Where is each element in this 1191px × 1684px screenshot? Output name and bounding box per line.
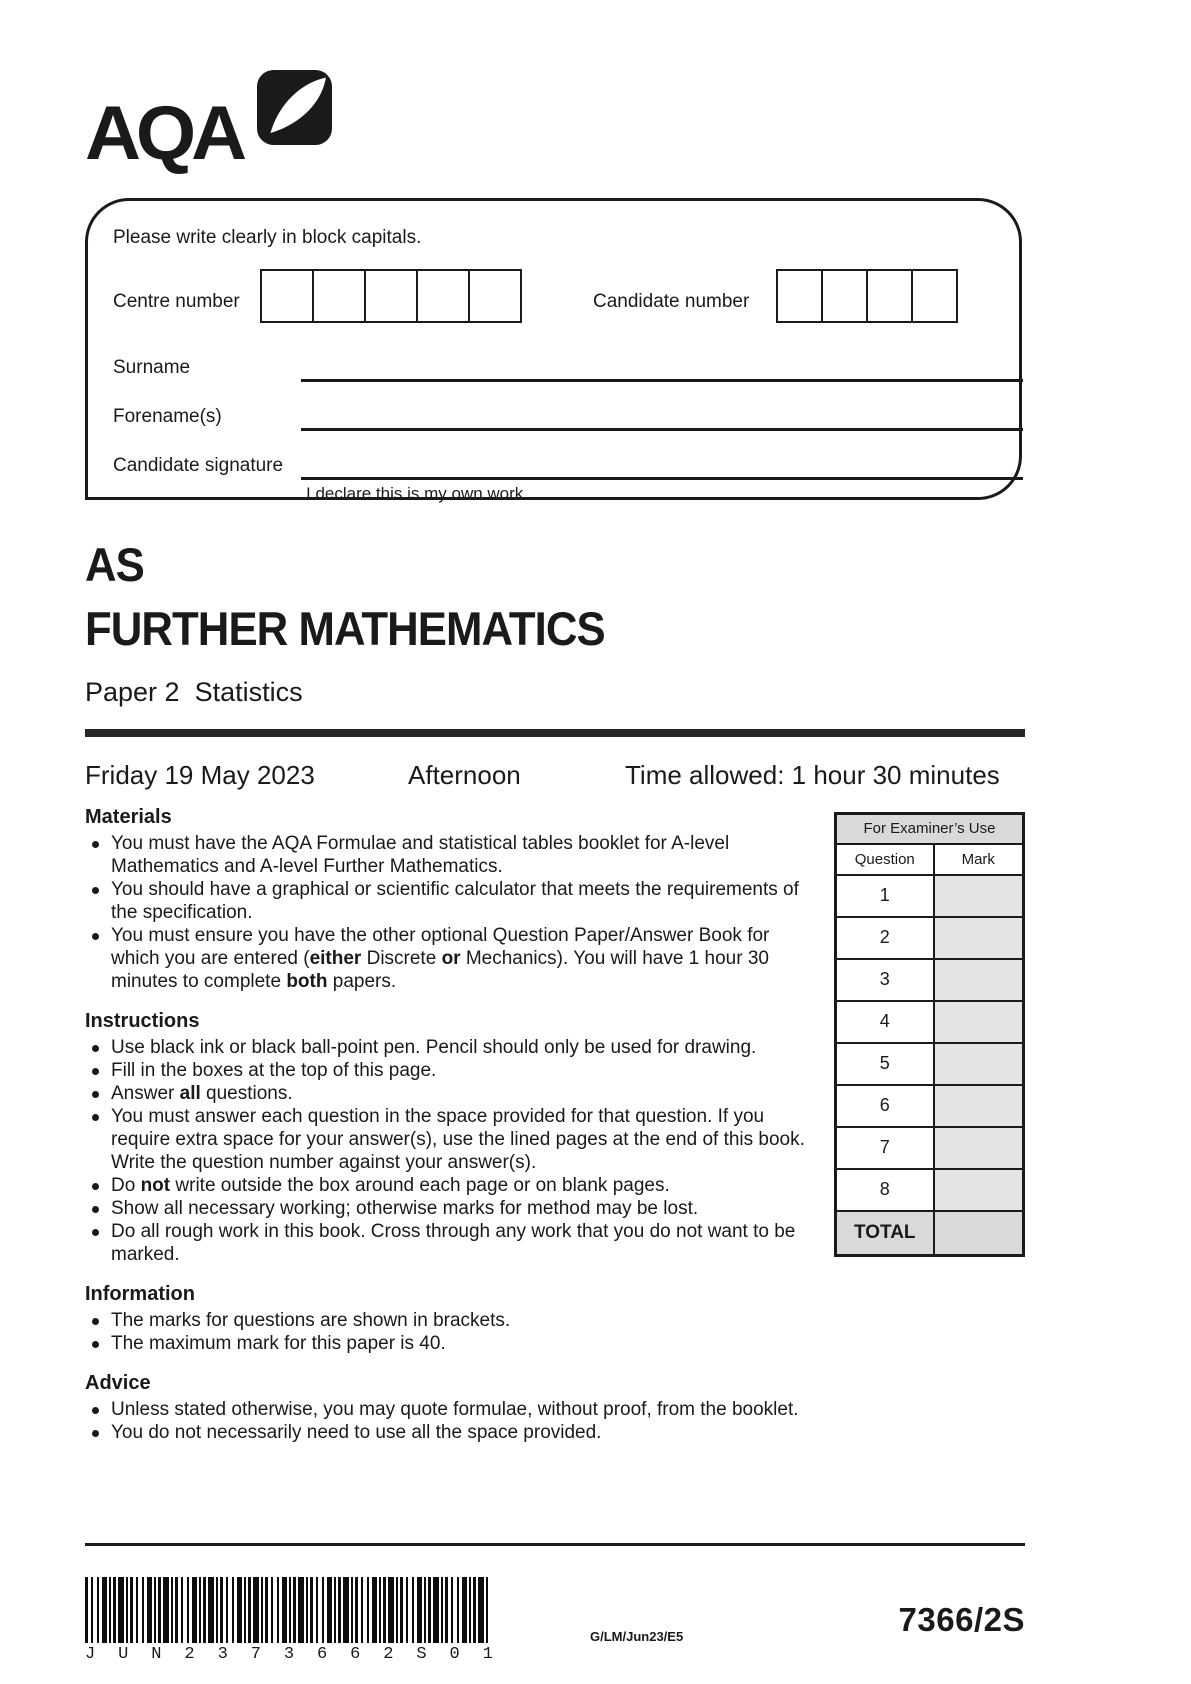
subject-title: FURTHER MATHEMATICS bbox=[85, 602, 605, 655]
candidate-signature-label: Candidate signature bbox=[113, 455, 284, 476]
mark-cell bbox=[934, 1085, 1024, 1127]
mark-cell bbox=[934, 1001, 1024, 1043]
mark-cell bbox=[934, 1127, 1024, 1169]
bullet-list bbox=[85, 832, 812, 993]
barcode-bar bbox=[220, 1577, 223, 1643]
bullet-item: Use black ink or black ball-point pen. Pencil should only be used for drawing. bbox=[85, 1036, 812, 1059]
print-code: G/LM/Jun23/E5 bbox=[590, 1629, 684, 1644]
question-number-cell: 6 bbox=[836, 1085, 934, 1127]
barcode-bar bbox=[126, 1577, 128, 1643]
main-content bbox=[85, 806, 1025, 1461]
barcode-char: 1 bbox=[482, 1645, 493, 1664]
barcode-bar bbox=[478, 1577, 484, 1643]
examiner-table-title: For Examiner’s Use bbox=[836, 814, 1024, 844]
digit-cell[interactable] bbox=[776, 269, 823, 323]
barcode-char: U bbox=[118, 1645, 129, 1664]
question-number-cell: 3 bbox=[836, 959, 934, 1001]
barcode-bar bbox=[457, 1577, 459, 1643]
declaration-text: I declare this is my own work. bbox=[306, 484, 529, 503]
section-heading-advice: Advice bbox=[85, 1372, 151, 1394]
candidate-number-input bbox=[776, 269, 958, 323]
barcode-bar bbox=[109, 1577, 111, 1643]
examiner-row bbox=[836, 1085, 1024, 1127]
bullet-item: You should have a graphical or scientific calculator that meets the requirements of the specification. bbox=[85, 878, 812, 924]
barcode-bar bbox=[158, 1577, 161, 1643]
barcode-bar bbox=[316, 1577, 318, 1643]
examiner-use-table bbox=[834, 812, 1025, 1257]
barcode-bar bbox=[282, 1577, 287, 1643]
barcode-bar bbox=[372, 1577, 377, 1643]
barcode-bar bbox=[327, 1577, 332, 1643]
barcode-bar bbox=[216, 1577, 218, 1643]
barcode-bar bbox=[322, 1577, 324, 1643]
examiner-row bbox=[836, 959, 1024, 1001]
barcode-bar bbox=[237, 1577, 242, 1643]
bullet-item: You do not necessarily need to use all the space provided. bbox=[85, 1421, 812, 1444]
barcode-bar bbox=[175, 1577, 178, 1643]
forenames-label: Forename(s) bbox=[113, 406, 222, 427]
bullet-item: The marks for questions are shown in brackets. bbox=[85, 1309, 812, 1332]
barcode-char: 3 bbox=[217, 1645, 228, 1664]
barcode-bar bbox=[187, 1577, 189, 1643]
section-heading-instructions: Instructions bbox=[85, 1010, 200, 1032]
barcode-char: 3 bbox=[283, 1645, 295, 1664]
bullet-item: The maximum mark for this paper is 40. bbox=[85, 1332, 812, 1355]
barcode-bar bbox=[298, 1577, 304, 1643]
bullet-item: Answer all questions. bbox=[85, 1082, 812, 1105]
question-column-header: Question bbox=[836, 844, 934, 875]
bullet-item: Unless stated otherwise, you may quote formulae, without proof, from the booklet. bbox=[85, 1398, 812, 1421]
aqa-logo-text: AQA bbox=[85, 91, 242, 177]
total-label: TOTAL bbox=[836, 1211, 934, 1256]
digit-cell[interactable] bbox=[911, 269, 958, 323]
digit-cell[interactable] bbox=[468, 269, 522, 323]
barcode-bar bbox=[91, 1577, 93, 1643]
question-number-cell: 5 bbox=[836, 1043, 934, 1085]
barcode-bar bbox=[310, 1577, 313, 1643]
title-block bbox=[85, 538, 1025, 708]
barcode-char: N bbox=[151, 1645, 162, 1664]
leaf-icon bbox=[257, 70, 332, 145]
barcode-bar bbox=[361, 1577, 363, 1643]
barcode-bar bbox=[351, 1577, 353, 1643]
barcode-bar bbox=[451, 1577, 453, 1643]
barcode-bar bbox=[203, 1577, 206, 1643]
mark-column-header: Mark bbox=[934, 844, 1024, 875]
barcode-bar bbox=[163, 1577, 169, 1643]
examiner-row bbox=[836, 1169, 1024, 1211]
barcode-bar bbox=[147, 1577, 152, 1643]
barcode-bar bbox=[265, 1577, 268, 1643]
candidate-details-box bbox=[85, 198, 1022, 503]
barcode-bar bbox=[253, 1577, 259, 1643]
barcode-bar bbox=[181, 1577, 183, 1643]
barcode-bar bbox=[473, 1577, 476, 1643]
section-materials bbox=[85, 806, 812, 993]
digit-cell[interactable] bbox=[364, 269, 418, 323]
barcode-bar bbox=[261, 1577, 263, 1643]
centre-number-input bbox=[260, 269, 522, 323]
centre-number-label: Centre number bbox=[113, 291, 240, 312]
barcode-bar bbox=[406, 1577, 408, 1643]
barcode-bar bbox=[428, 1577, 431, 1643]
divider-rule bbox=[85, 729, 1025, 737]
barcode-bar bbox=[412, 1577, 414, 1643]
barcode-bar bbox=[343, 1577, 349, 1643]
examiner-row bbox=[836, 917, 1024, 959]
barcode-bar bbox=[277, 1577, 279, 1643]
barcode-bar bbox=[462, 1577, 467, 1643]
section-information bbox=[85, 1283, 812, 1355]
barcode-bar bbox=[226, 1577, 228, 1643]
exam-session: Afternoon bbox=[408, 760, 521, 790]
barcode-char: 6 bbox=[316, 1645, 328, 1664]
bullet-list bbox=[85, 1309, 812, 1355]
bullet-item: Show all necessary working; otherwise marks for method may be lost. bbox=[85, 1197, 812, 1220]
question-number-cell: 4 bbox=[836, 1001, 934, 1043]
section-advice bbox=[85, 1372, 812, 1444]
barcode-bar bbox=[433, 1577, 439, 1643]
bullet-list bbox=[85, 1036, 812, 1266]
barcode-char: 7 bbox=[250, 1645, 261, 1664]
barcode-bar bbox=[154, 1577, 156, 1643]
total-row bbox=[836, 1211, 1024, 1256]
barcode-text bbox=[85, 1645, 493, 1664]
barcode-bar bbox=[136, 1577, 138, 1643]
examiner-row bbox=[836, 1043, 1024, 1085]
barcode-bar bbox=[383, 1577, 386, 1643]
digit-cell[interactable] bbox=[260, 269, 314, 323]
candidate-signature-field[interactable] bbox=[301, 477, 1023, 480]
digit-cell[interactable] bbox=[312, 269, 366, 323]
examiner-table-body bbox=[836, 875, 1024, 1211]
barcode-char: S bbox=[416, 1645, 427, 1664]
sections bbox=[85, 806, 812, 1444]
barcode-bar bbox=[102, 1577, 107, 1643]
barcode-char: 6 bbox=[350, 1645, 361, 1664]
qualification-title: AS bbox=[85, 538, 144, 591]
mark-cell bbox=[934, 959, 1024, 1001]
barcode-bar bbox=[171, 1577, 173, 1643]
barcode-char: 0 bbox=[449, 1645, 460, 1664]
barcode-bar bbox=[192, 1577, 197, 1643]
barcode-bar bbox=[338, 1577, 341, 1643]
bullet-item: Do all rough work in this book. Cross through any work that you do not want to be marked. bbox=[85, 1220, 812, 1266]
barcode bbox=[85, 1577, 493, 1664]
forenames-field[interactable] bbox=[301, 428, 1023, 431]
section-heading-materials: Materials bbox=[85, 806, 172, 828]
barcode-bar bbox=[469, 1577, 471, 1643]
examiner-row bbox=[836, 875, 1024, 917]
digit-cell[interactable] bbox=[416, 269, 470, 323]
barcode-bar bbox=[118, 1577, 124, 1643]
barcode-char: J bbox=[85, 1645, 96, 1664]
surname-field[interactable] bbox=[301, 379, 1023, 382]
mark-cell bbox=[934, 875, 1024, 917]
section-instructions bbox=[85, 1010, 812, 1266]
examiner-row bbox=[836, 1001, 1024, 1043]
bullet-item: Do not write outside the box around each page or on blank pages. bbox=[85, 1174, 812, 1197]
barcode-bar bbox=[441, 1577, 443, 1643]
digit-cell[interactable] bbox=[866, 269, 913, 323]
barcode-bar bbox=[244, 1577, 246, 1643]
barcode-char: 2 bbox=[184, 1645, 195, 1664]
paper-title: Paper 2 Statistics bbox=[85, 677, 303, 707]
barcode-bar bbox=[306, 1577, 308, 1643]
aqa-logo bbox=[85, 70, 355, 177]
mark-cell bbox=[934, 917, 1024, 959]
barcode-bar bbox=[248, 1577, 251, 1643]
barcode-bar bbox=[208, 1577, 214, 1643]
barcode-bar bbox=[199, 1577, 201, 1643]
barcode-char: 2 bbox=[383, 1645, 394, 1664]
barcode-bar bbox=[113, 1577, 116, 1643]
barcode-bar bbox=[334, 1577, 336, 1643]
barcode-bars bbox=[85, 1577, 493, 1643]
barcode-bar bbox=[130, 1577, 133, 1643]
barcode-bar bbox=[417, 1577, 422, 1643]
candidate-number-label: Candidate number bbox=[593, 291, 750, 312]
exam-date: Friday 19 May 2023 bbox=[85, 760, 315, 790]
barcode-bar bbox=[293, 1577, 296, 1643]
barcode-bar bbox=[424, 1577, 426, 1643]
barcode-bar bbox=[355, 1577, 358, 1643]
paper-reference: 7366/2S bbox=[898, 1601, 1025, 1638]
bullet-item: You must have the AQA Formulae and statistical tables booklet for A-level Mathematics and A-level Further Mathematics. bbox=[85, 832, 812, 878]
question-number-cell: 1 bbox=[836, 875, 934, 917]
session-row bbox=[85, 760, 1025, 791]
footer bbox=[85, 1543, 1025, 1673]
bullet-item: You must ensure you have the other optional Question Paper/Answer Book for which you are entered (either Discrete or Mechanics). You will have 1 hour 30 minutes to complete both papers. bbox=[85, 924, 812, 993]
barcode-bar bbox=[142, 1577, 144, 1643]
bullet-list bbox=[85, 1398, 812, 1444]
barcode-bar bbox=[367, 1577, 369, 1643]
question-number-cell: 8 bbox=[836, 1169, 934, 1211]
barcode-bar bbox=[445, 1577, 448, 1643]
digit-cell[interactable] bbox=[821, 269, 868, 323]
barcode-bar bbox=[400, 1577, 403, 1643]
barcode-bar bbox=[396, 1577, 398, 1643]
barcode-bar bbox=[379, 1577, 381, 1643]
bullet-item: Fill in the boxes at the top of this page. bbox=[85, 1059, 812, 1082]
barcode-bar bbox=[97, 1577, 99, 1643]
surname-label: Surname bbox=[113, 357, 191, 378]
block-capitals-instruction: Please write clearly in block capitals. bbox=[113, 227, 422, 248]
time-allowed: Time allowed: 1 hour 30 minutes bbox=[625, 760, 1000, 790]
question-number-cell: 2 bbox=[836, 917, 934, 959]
section-heading-information: Information bbox=[85, 1283, 195, 1305]
barcode-bar bbox=[271, 1577, 273, 1643]
mark-cell bbox=[934, 1043, 1024, 1085]
barcode-bar bbox=[232, 1577, 234, 1643]
barcode-bar bbox=[289, 1577, 291, 1643]
barcode-bar bbox=[85, 1577, 88, 1643]
examiner-row bbox=[836, 1127, 1024, 1169]
barcode-bar bbox=[486, 1577, 488, 1643]
mark-cell bbox=[934, 1169, 1024, 1211]
barcode-bar bbox=[388, 1577, 394, 1643]
question-number-cell: 7 bbox=[836, 1127, 934, 1169]
total-mark-cell bbox=[934, 1211, 1024, 1256]
bullet-item: You must answer each question in the space provided for that question. If you require extra space for your answer(s), use the lined pages at the end of this book. Write the question number against your answer(s). bbox=[85, 1105, 812, 1174]
footer-rule bbox=[85, 1543, 1025, 1546]
